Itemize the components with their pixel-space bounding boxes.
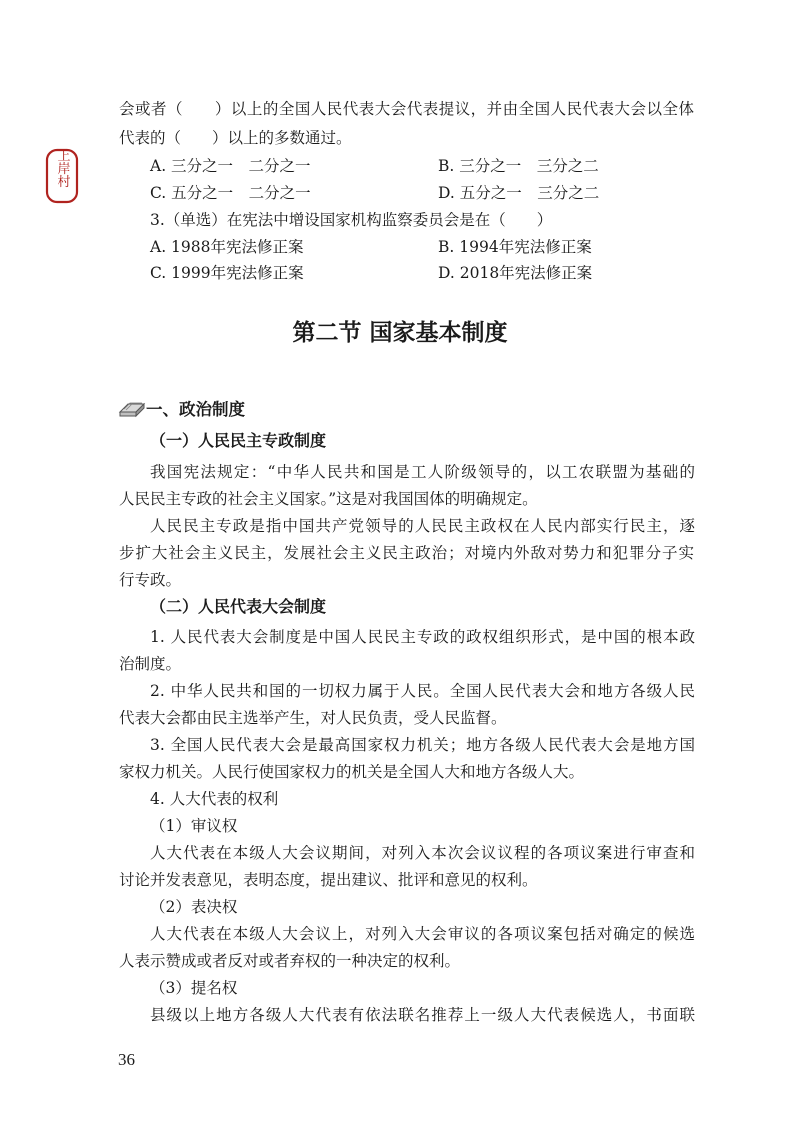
paragraph-line: 步扩大社会主义民主，发展社会主义民主政治；对境内外敌对势力和犯罪分子实 xyxy=(119,544,694,562)
q3-option-a: A. 1988年宪法修正案 xyxy=(150,238,304,256)
paragraph-line: 讨论并发表意见，表明态度，提出建议、批评和意见的权利。 xyxy=(119,871,538,889)
question-stem-line-2: 代表的（ ）以上的多数通过。 xyxy=(119,129,352,147)
paragraph-line: 代表大会都由民主选举产生，对人民负责，受人民监督。 xyxy=(119,709,507,727)
subheading-peoples-congress: （二）人民代表大会制度 xyxy=(150,597,327,616)
question-3: 3.（单选）在宪法中增设国家机构监察委员会是在（ ） xyxy=(150,211,553,229)
paragraph-line: 人表示赞成或者反对或者弃权的一种决定的权利。 xyxy=(119,952,461,970)
q3-option-d: D. 2018年宪法修正案 xyxy=(438,264,593,282)
paragraph-line: 人民民主专政的社会主义国家。”这是对我国国体的明确规定。 xyxy=(119,490,538,508)
question-stem-line-1: 会或者（ ）以上的全国人民代表大会代表提议，并由全国人民代表大会以全体 xyxy=(119,100,694,118)
paragraph-line: 行专政。 xyxy=(119,571,182,589)
option-a: A. 三分之一 二分之一 xyxy=(150,157,311,175)
book-icon xyxy=(118,396,148,420)
paragraph-line: 我国宪法规定：“中华人民共和国是工人阶级领导的，以工农联盟为基础的 xyxy=(150,463,695,481)
subheading-democratic-dictatorship: （一）人民民主专政制度 xyxy=(150,431,327,450)
paragraph-line: 人民民主专政是指中国共产党领导的人民民主政权在人民内部实行民主，逐 xyxy=(150,517,695,535)
paragraph-line: （2）表决权 xyxy=(150,898,238,916)
section-title: 第二节 国家基本制度 xyxy=(292,320,508,346)
paragraph-line: 人大代表在本级人大会议上，对列入大会审议的各项议案包括对确定的候选 xyxy=(150,925,695,943)
seal-text: 上岸村 xyxy=(54,148,70,188)
q3-option-c: C. 1999年宪法修正案 xyxy=(150,264,304,282)
paragraph-line: 治制度。 xyxy=(119,655,182,673)
paragraph-line: 县级以上地方各级人大代表有依法联名推荐上一级人大代表候选人，书面联 xyxy=(150,1006,695,1024)
paragraph-line: 人大代表在本级人大会议期间，对列入本次会议议程的各项议案进行审查和 xyxy=(150,844,695,862)
paragraph-line: 4. 人大代表的权利 xyxy=(150,790,279,808)
option-c: C. 五分之一 二分之一 xyxy=(150,184,311,202)
paragraph-line: （3）提名权 xyxy=(150,979,238,997)
paragraph-line: 家权力机关。人民行使国家权力的机关是全国人大和地方各级人大。 xyxy=(119,763,585,781)
q3-option-b: B. 1994年宪法修正案 xyxy=(438,238,592,256)
option-d: D. 五分之一 三分之二 xyxy=(438,184,600,202)
page-number: 36 xyxy=(118,1050,135,1069)
paragraph-line: 2. 中华人民共和国的一切权力属于人民。全国人民代表大会和地方各级人民 xyxy=(150,682,695,700)
paragraph-line: （1）审议权 xyxy=(150,817,238,835)
paragraph-line: 1. 人民代表大会制度是中国人民民主专政的政权组织形式，是中国的根本政 xyxy=(150,628,695,646)
heading-political-system: 一、政治制度 xyxy=(146,400,245,419)
option-b: B. 三分之一 三分之二 xyxy=(438,157,599,175)
seal-stamp-icon xyxy=(45,148,79,204)
paragraph-line: 3. 全国人民代表大会是最高国家权力机关；地方各级人民代表大会是地方国 xyxy=(150,736,695,754)
